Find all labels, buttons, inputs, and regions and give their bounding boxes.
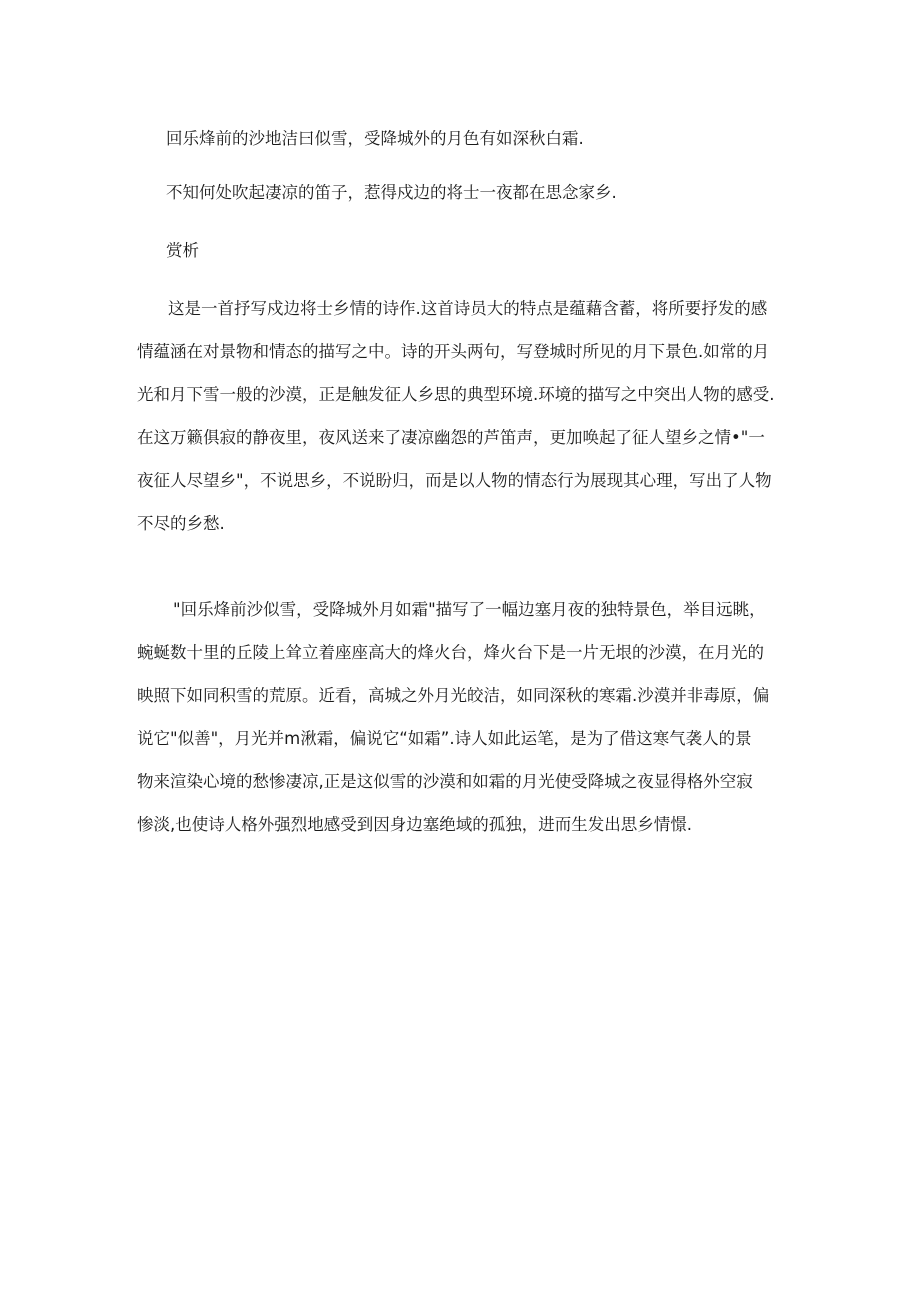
paragraph-line: 夜征人尽望乡"，不说思乡，不说盼归，而是以人物的情态行为展现其心理，写出了人物 (137, 471, 772, 490)
paragraph-line: 惨淡,也使诗人格外强烈地感受到因身边塞绝域的孤独，进而生发出思乡情憬. (137, 815, 692, 834)
paragraph-line: 映照下如同积雪的荒原。近看，高城之外月光皎洁，如同深秋的寒霜.沙漠并非毒原，偏 (137, 686, 770, 705)
paragraph-line: 光和月下雪一般的沙漠，正是触发征人乡思的典型环境.环境的描写之中突出人物的感受. (137, 385, 775, 404)
translation-line-2: 不知何处吹起凄凉的笛子，惹得戍边的将士一夜都在思念家乡. (166, 183, 617, 202)
paragraph-line: 这是一首抒写戍边将士乡情的诗作.这首诗员大的特点是蕴藉含蓄，将所要抒发的感 (168, 299, 768, 318)
paragraph-line: 物来渲染心境的愁惨凄凉,正是这似雪的沙漠和如霜的月光使受降城之夜显得格外空寂 (137, 772, 753, 791)
section-heading: 赏析 (166, 241, 199, 260)
paragraph-line: 不尽的乡愁. (137, 514, 225, 533)
paragraph-line: "回乐烽前沙似雪，受降城外月如霜"描写了一幅边塞月夜的独特景色，举目远眺， (173, 600, 766, 619)
paragraph-line: 说它"似善"，月光并m湫霜，偏说它“如霜”.诗人如此运笔，是为了借这寒气袭人的景 (137, 729, 752, 748)
paragraph-line: 在这万籁俱寂的静夜里，夜风送来了凄凉幽怨的芦笛声，更加唤起了征人望乡之情•"一 (137, 428, 765, 447)
analysis-paragraph-1 (137, 298, 797, 556)
analysis-paragraph-2 (137, 599, 797, 857)
translation-line-1: 回乐烽前的沙地洁曰似雪，受降城外的月色有如深秋白霜. (166, 129, 584, 148)
paragraph-line: 情蕴涵在对景物和情态的描写之中。诗的开头两句，写登城时所见的月下景色.如常的月 (137, 342, 770, 361)
paragraph-line: 蜿蜒数十里的丘陵上耸立着座座高大的烽火台，烽火台下是一片无垠的沙漠，在月光的 (137, 643, 764, 662)
